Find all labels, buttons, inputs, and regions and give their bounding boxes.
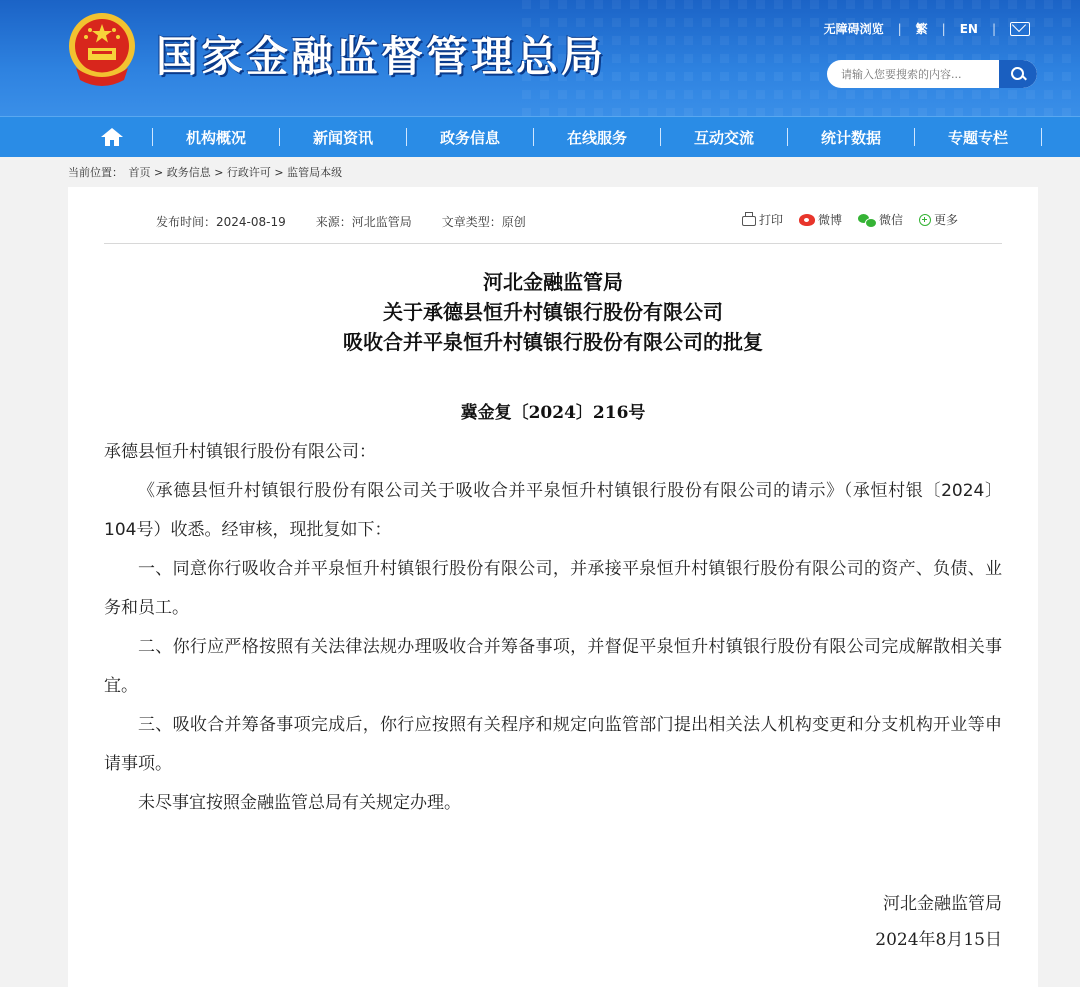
more-label: 更多 xyxy=(933,213,958,227)
paragraph-3: 二、你行应严格按照有关法律法规办理吸收合并筹备事项，并督促平泉恒升村镇银行股份有限公司完成解散相关事宜。 xyxy=(104,637,1002,696)
search-box xyxy=(827,60,1037,88)
paragraph-4: 三、吸收合并筹备事项完成后，你行应按照有关程序和规定向监管部门提出相关法人机构变更和分支机构开业等申请事项。 xyxy=(104,715,1002,774)
national-emblem-icon xyxy=(66,10,138,88)
weibo-label: 微博 xyxy=(817,213,842,227)
article-card xyxy=(68,187,1038,987)
wechat-label: 微信 xyxy=(878,213,903,227)
traditional-chinese-link[interactable]: 繁 xyxy=(915,22,928,36)
link-separator: | xyxy=(897,21,902,36)
paragraph-1: 《承德县恒升村镇银行股份有限公司关于吸收合并平泉恒升村镇银行股份有限公司的请示》（承恒村银〔2024〕104号）收悉。经审核，现批复如下： xyxy=(104,481,1002,540)
mail-icon[interactable] xyxy=(1010,22,1030,36)
search-button[interactable] xyxy=(999,60,1037,88)
search-icon-handle xyxy=(1022,76,1027,81)
nav-item-institution-overview[interactable]: 机构概况 xyxy=(185,128,246,147)
signature-block xyxy=(875,886,1002,958)
article-body xyxy=(104,433,1002,823)
issue-date: 2024年8月15日 xyxy=(875,930,1002,950)
site-header xyxy=(0,0,1080,116)
article-title xyxy=(68,267,1038,357)
link-separator: | xyxy=(991,21,996,36)
accessibility-link[interactable]: 无障碍浏览 xyxy=(823,22,884,36)
wechat-icon xyxy=(858,214,876,226)
document-number: 冀金复〔2024〕216号 xyxy=(460,403,646,423)
meta-divider xyxy=(104,243,1002,244)
nav-item-government-info[interactable]: 政务信息 xyxy=(439,128,500,147)
search-icon xyxy=(1011,67,1024,80)
plus-circle-icon xyxy=(919,214,931,226)
breadcrumb xyxy=(0,157,1080,189)
title-line-2: 关于承德县恒升村镇银行股份有限公司 xyxy=(383,300,723,324)
breadcrumb-path[interactable]: 首页 > 政务信息 > 行政许可 > 监管局本级 xyxy=(128,166,343,179)
home-icon xyxy=(101,128,123,146)
nav-item-statistics[interactable]: 统计数据 xyxy=(820,128,881,147)
breadcrumb-label: 当前位置： xyxy=(68,166,123,179)
share-bar xyxy=(742,211,958,228)
site-title: 国家金融监督管理总局 xyxy=(156,32,607,81)
article-source: 来源：河北监管局 xyxy=(315,215,412,229)
title-line-3: 吸收合并平泉恒升村镇银行股份有限公司的批复 xyxy=(343,330,763,354)
nav-item-interaction[interactable]: 互动交流 xyxy=(693,128,754,147)
nav-separator xyxy=(1041,128,1042,146)
search-input[interactable] xyxy=(827,60,1009,88)
nav-item-news[interactable]: 新闻资讯 xyxy=(312,128,373,147)
english-link[interactable]: EN xyxy=(959,21,978,36)
article-meta xyxy=(156,213,526,230)
article-type: 文章类型：原创 xyxy=(441,215,526,229)
paragraph-5: 未尽事宜按照金融监管总局有关规定办理。 xyxy=(138,793,461,813)
weibo-icon xyxy=(799,214,815,226)
nav-item-special-topics[interactable]: 专题专栏 xyxy=(947,128,1008,147)
print-button[interactable] xyxy=(742,211,783,228)
weibo-share-button[interactable] xyxy=(799,211,842,228)
publish-time: 发布时间：2024-08-19 xyxy=(156,215,286,229)
main-nav xyxy=(0,116,1080,157)
wechat-share-button[interactable] xyxy=(858,211,903,228)
top-links xyxy=(824,20,1030,37)
link-separator: | xyxy=(941,21,946,36)
paragraph-2: 一、同意你行吸收合并平泉恒升村镇银行股份有限公司，并承接平泉恒升村镇银行股份有限公司的资产、负债、业务和员工。 xyxy=(104,559,1002,618)
title-line-1: 河北金融监管局 xyxy=(483,270,623,294)
printer-icon xyxy=(742,216,756,226)
nav-item-online-services[interactable]: 在线服务 xyxy=(566,128,627,147)
nav-home[interactable] xyxy=(72,128,152,146)
salutation: 承德县恒升村镇银行股份有限公司： xyxy=(104,442,376,462)
more-share-button[interactable] xyxy=(919,211,958,228)
signer: 河北金融监管局 xyxy=(883,894,1002,914)
print-label: 打印 xyxy=(758,213,783,227)
